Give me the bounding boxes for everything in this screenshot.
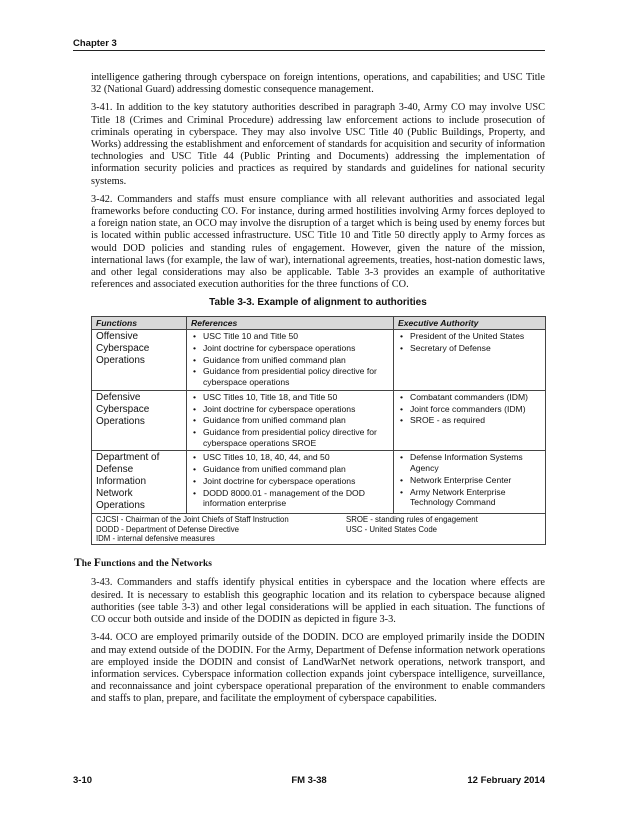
reference-item: • USC Title 10 and Title 50 [191,331,389,342]
authority-item: • Network Enterprise Center [398,475,541,486]
references-cell [187,451,394,514]
authority-item: • SROE - as required [398,415,541,426]
page-body [74,72,545,712]
header-rule [73,50,545,51]
reference-item: • USC Titles 10, Title 18, and Title 50 [191,392,389,403]
authority-cell [394,390,546,451]
table-title: Table 3-3. Example of alignment to authorities [209,297,427,309]
function-cell: Department of Defense Information Network Operations [92,451,187,514]
table-header-row [92,316,546,330]
paragraph-3-43: 3-43. Commanders and staffs identify physical entities in cyberspace and the location where effects are desired. It is necessary to establish this geographic location and its relation to cyberspace because aligned authorities (see table 3-3) and other legal considerations will be applied in each situation. The functions of CO occur both outside and inside of the DODIN as depicted in figure 3-3. [91,577,545,626]
table-notes-row [92,514,546,545]
reference-item: • Guidance from unified command plan [191,415,389,426]
reference-item: • Joint doctrine for cyberspace operations [191,343,389,354]
note-idm: IDM - internal defensive measures [96,533,215,543]
paragraph-3-42: 3-42. Commanders and staffs must ensure compliance with all relevant authorities and associated legal frameworks before conducting CO. For instance, during armed hostilities involving Army forces deployed to a foreign nation state, an OCO may involve the disruption of a target which is being used by enemy forces but is located within public accessed infrastructure. USC Title 10 and Title 50 directly apply to Army forces as would DOD policies and standing rules of engagement. However, given the nature of the mission, international laws (for example, the law of war), international agreements, treaties, host-nation domestic laws, and other legal considerations may also be applicable. Table 3-3 provides an example of authoritative references and associated execution authorities for the three functions of CO. [91,193,545,291]
authorities-table [91,316,546,546]
section-heading: The Functions and the Networks [74,557,213,570]
col-header-functions: Functions [92,316,187,330]
page-number: 3-10 [73,775,93,786]
authority-item: • Secretary of Defense [398,343,541,354]
col-header-references: References [187,316,394,330]
paragraph-3-44: 3-44. OCO are employed primarily outside of the DODIN. DCO are employed primarily inside the DODIN and may extend outside of the DODIN. For the Army, Department of Defense information network operations are employed inside the DODIN and consist of LandWarNet network operations, network transport, and information services. Cyberspace information collection expands joint cyberspace intelligence, surveillance, and reconnaissance and joint cyberspace operational preparation of the environment to enable commanders and staffs to plan, prepare, and facilitate the employment of cyberspace capabilities. [91,632,545,705]
authority-item: • President of the United States [398,331,541,342]
reference-item: • Guidance from presidential policy directive for cyberspace operations SROE [191,427,389,448]
reference-item: • Joint doctrine for cyberspace operations [191,404,389,415]
reference-item: • Guidance from unified command plan [191,464,389,475]
function-cell: Defensive Cyberspace Operations [92,390,187,451]
references-cell [187,330,394,391]
reference-item: • DODD 8000.01 - management of the DOD information enterprise [191,488,389,509]
references-cell [187,390,394,451]
table-row [92,451,546,514]
manual-number: FM 3-38 [291,775,327,786]
note-dodd: DODD - Department of Defense Directive [96,524,239,534]
authority-item: • Army Network Enterprise Technology Command [398,487,541,508]
authority-item: • Joint force commanders (IDM) [398,404,541,415]
function-cell: Offensive Cyberspace Operations [92,330,187,391]
col-header-executive-authority: Executive Authority [394,316,546,330]
note-cjcsi: CJCSI - Chairman of the Joint Chiefs of Staff Instruction [96,515,289,525]
table-row [92,330,546,391]
table-row [92,390,546,451]
running-header [73,38,545,49]
reference-item: • Joint doctrine for cyberspace operations [191,476,389,487]
note-sroe: SROE - standing rules of engagement [346,515,478,525]
reference-item: • Guidance from unified command plan [191,355,389,366]
paragraph-3-41: 3-41. In addition to the key statutory authorities described in paragraph 3-40, Army CO may involve USC Title 18 (Crimes and Criminal Procedure) addressing law enforcement actions to include prosecution of criminals operating in cyberspace. They may also involve USC Title 40 (Public Buildings, Property, and Works) addressing the establishment and enforcement of standards for acquisition and security of information technologies and USC Title 44 (Public Printing and Documents) addressing the implementation of information security policies and practices as required by standards and guidelines for national security systems. [91,102,545,187]
publication-date: 12 February 2014 [467,775,545,786]
authority-cell [394,330,546,391]
authority-item: • Defense Information Systems Agency [398,452,541,473]
authority-item: • Combatant commanders (IDM) [398,392,541,403]
reference-item: • USC Titles 10, 18, 40, 44, and 50 [191,452,389,463]
note-usc: USC - United States Code [346,524,438,534]
table-notes [92,514,546,545]
paragraph-continued: intelligence gathering through cyberspace on foreign intentions, operations, and capabilities; and USC Title 32 (National Guard) addressing domestic consequence management. [91,72,545,96]
chapter-label: Chapter 3 [73,38,117,49]
reference-item: • Guidance from presidential policy directive for cyberspace operations [191,366,389,387]
authority-cell [394,451,546,514]
